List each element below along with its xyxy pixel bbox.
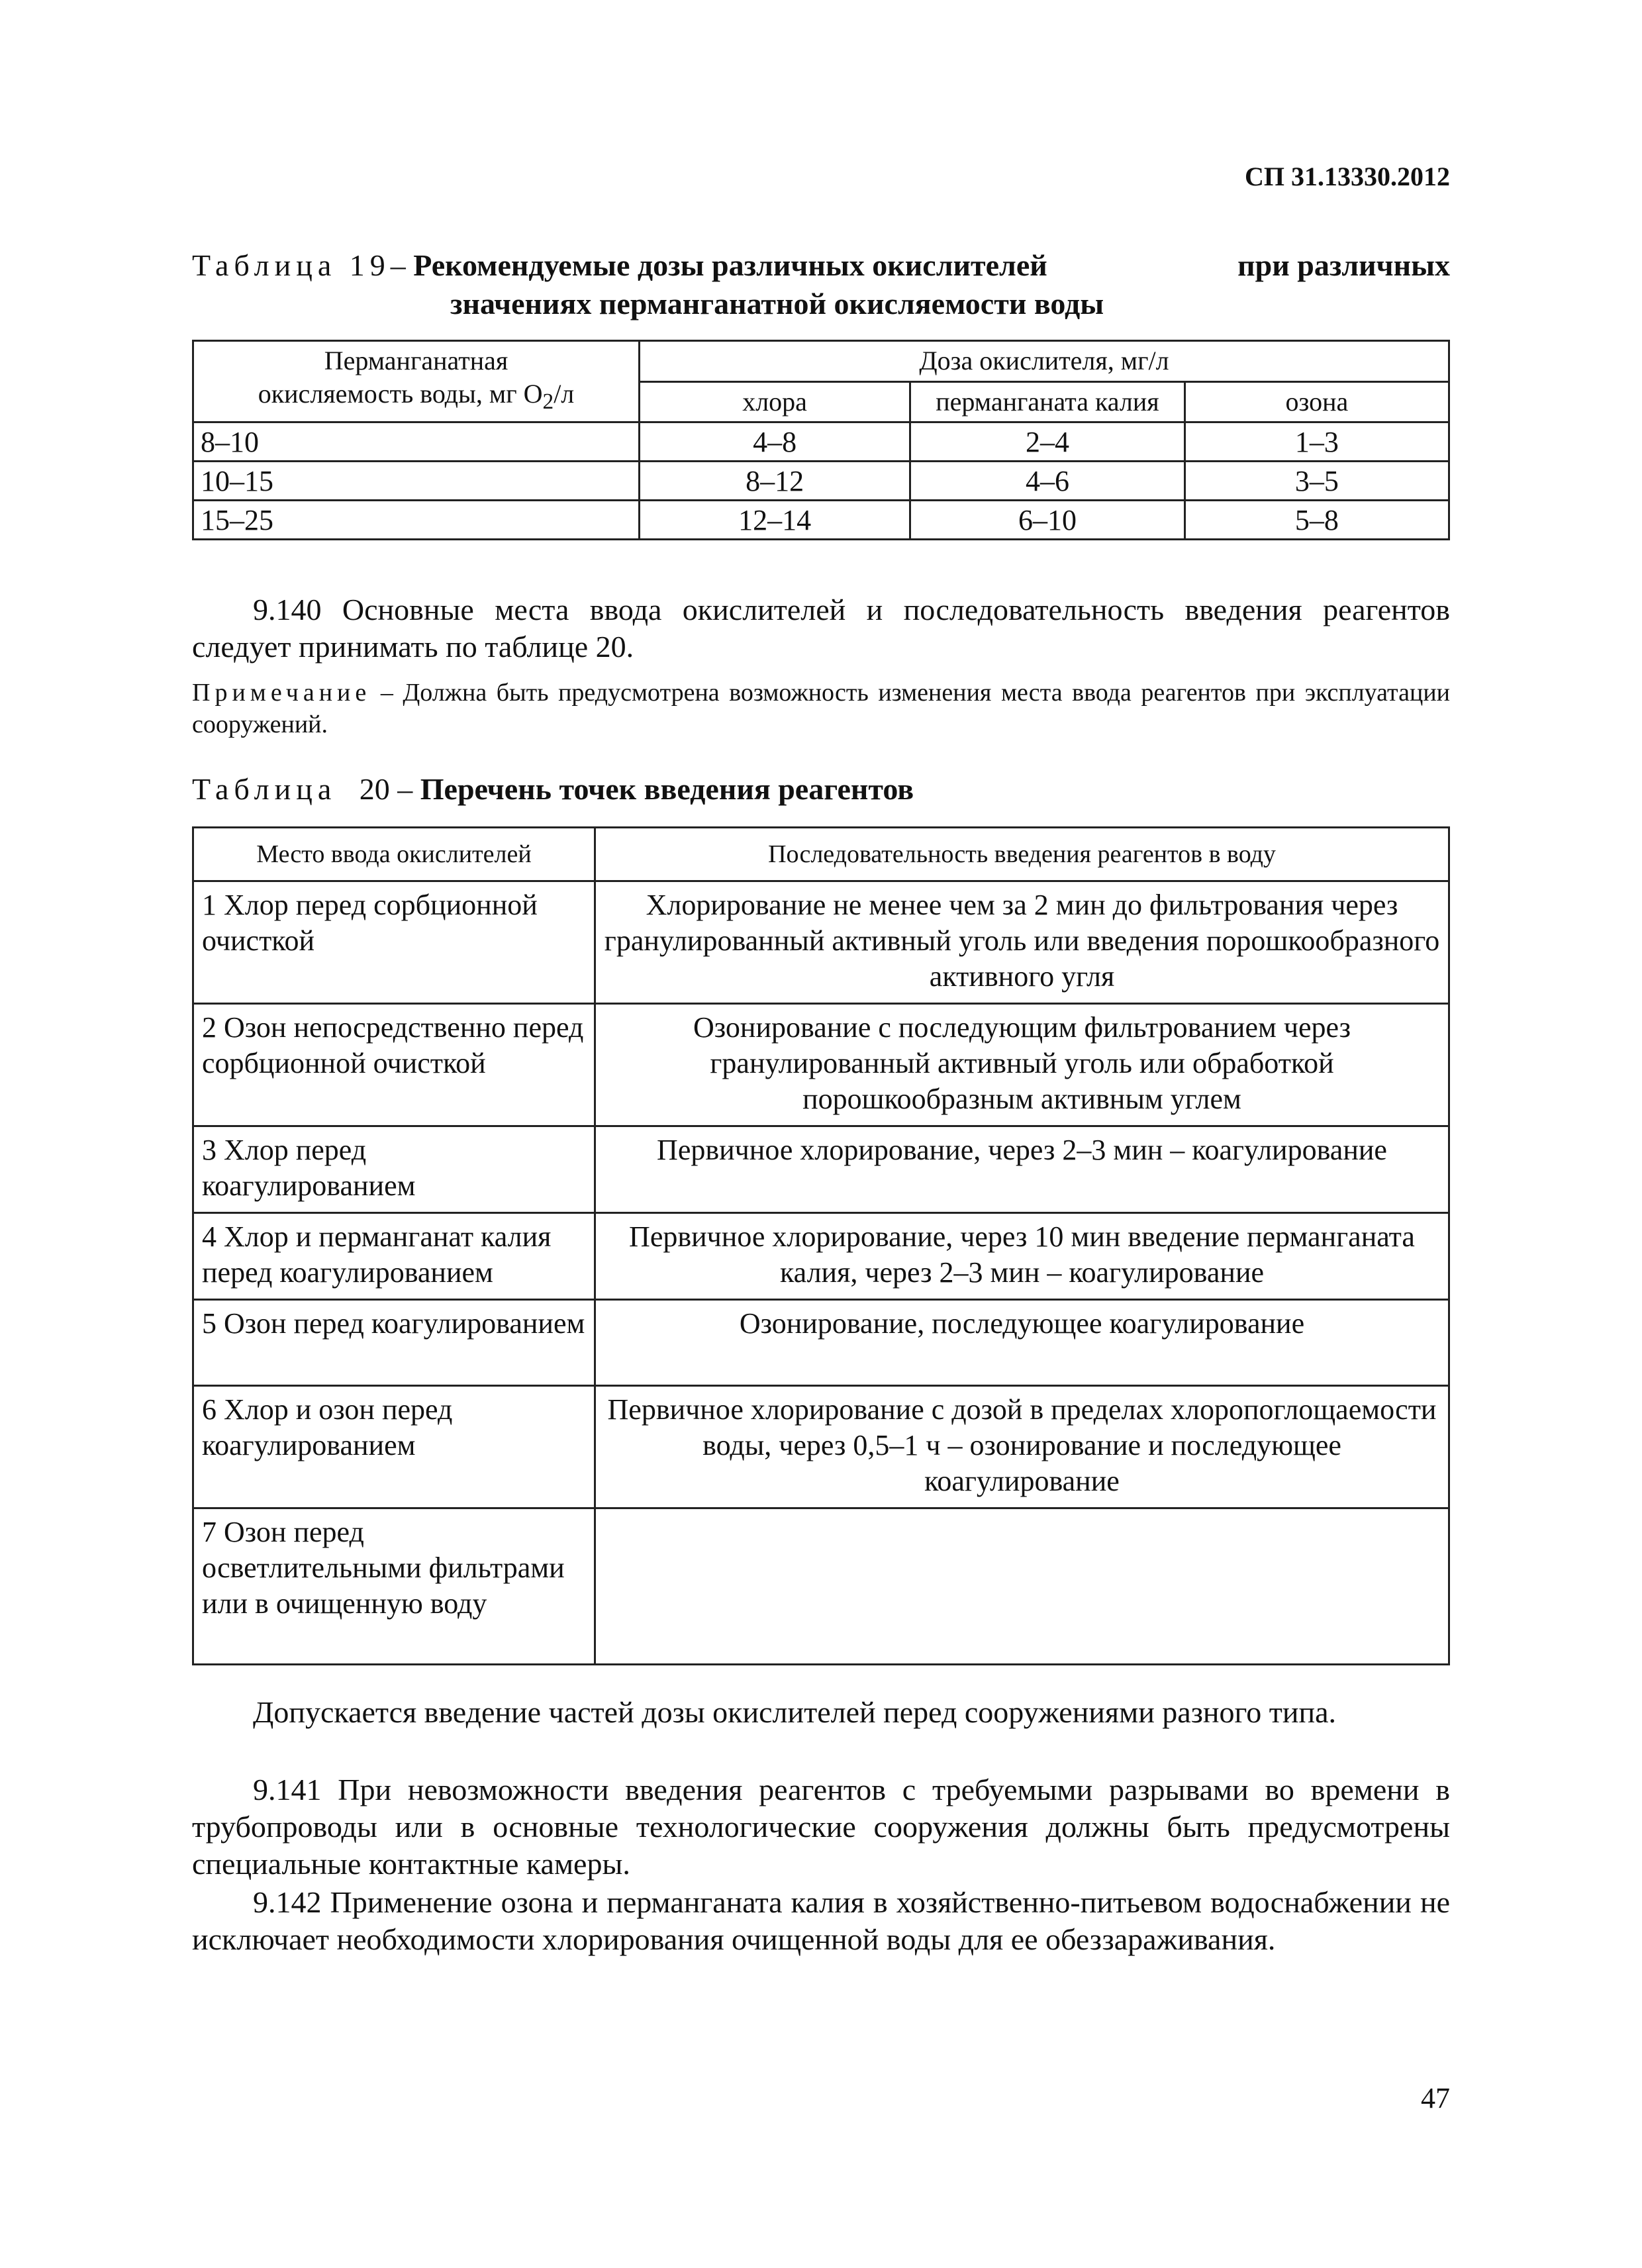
ozone-dose: 3–5 <box>1184 462 1449 501</box>
header-permanganate: перманганата калия <box>910 381 1185 422</box>
table20-caption-number: 20 <box>359 772 390 806</box>
reagent-place: 1 Хлор перед сорбционной очисткой <box>193 881 595 1004</box>
paragraph-9-140: 9.140 Основные места ввода окислителей и последовательность введения реагентов следует принимать по таблице 20. <box>192 593 1450 664</box>
reagent-sequence: Озонирование, последующее коагулирование <box>595 1300 1449 1386</box>
header-sequence: Последовательность введения реагентов в воду <box>595 828 1449 881</box>
ozone-dose: 5–8 <box>1184 501 1449 540</box>
reagent-sequence: Первичное хлорирование с дозой в пределах хлоропоглощаемости воды, через 0,5–1 ч – озонирование и последующее коагулирование <box>595 1386 1449 1508</box>
table-row <box>193 1213 1449 1300</box>
permanganate-dose: 6–10 <box>910 501 1185 540</box>
paragraph-9-142: 9.142 Применение озона и перманганата калия в хозяйственно-питьевом водоснабжении не исключает необходимости хлорирования очищенной воды для ее обеззараживания. <box>192 1885 1450 1956</box>
note-label: Примечание <box>192 679 371 707</box>
note <box>192 677 1450 740</box>
permanganate-dose: 4–6 <box>910 462 1185 501</box>
chlorine-dose: 12–14 <box>639 501 910 540</box>
table-row <box>193 1004 1449 1126</box>
table19-caption-title-part2: при различных <box>1237 248 1450 282</box>
paragraph-allow <box>192 1694 1450 1731</box>
note-text: – Должна быть предусмотрена возможность изменения места ввода реагентов при эксплуатации сооружений. <box>192 679 1451 738</box>
header-dose: Доза окислителя, мг/л <box>639 341 1449 382</box>
reagent-place: 3 Хлор перед коагулированием <box>193 1126 595 1213</box>
header-place: Место ввода окислителей <box>193 828 595 881</box>
paragraph-allow-text: Допускается введение частей дозы окислителей перед сооружениями разного типа. <box>253 1695 1336 1729</box>
table-row <box>193 1126 1449 1213</box>
header-oxidability-subscript: 2 <box>542 389 554 414</box>
table19-caption-title-part1: Рекомендуемые дозы различных окислителей <box>413 248 1047 282</box>
table-row <box>193 422 1449 462</box>
reagent-sequence: Первичное хлорирование, через 10 мин введение перманганата калия, через 2–3 мин – коагулирование <box>595 1213 1449 1300</box>
header-oxidability-unit: /л <box>554 379 575 409</box>
table-row <box>193 1300 1449 1386</box>
oxidability-range: 15–25 <box>193 501 640 540</box>
reagent-place: 2 Озон непосредственно перед сорбционной очисткой <box>193 1004 595 1126</box>
table19-caption-label: Таблица 19 <box>192 248 391 282</box>
table-row <box>193 1508 1449 1665</box>
chlorine-dose: 4–8 <box>639 422 910 462</box>
reagent-sequence <box>595 1508 1449 1665</box>
table20-caption-dash: – <box>397 772 413 806</box>
chlorine-dose: 8–12 <box>639 462 910 501</box>
header-ozone: озона <box>1184 381 1449 422</box>
permanganate-dose: 2–4 <box>910 422 1185 462</box>
table19 <box>192 340 1450 540</box>
page-number: 47 <box>1421 2082 1450 2114</box>
header-chlorine: хлора <box>639 381 910 422</box>
reagent-place: 5 Озон перед коагулированием <box>193 1300 595 1386</box>
table19-caption <box>192 246 1450 323</box>
table-row <box>193 881 1449 1004</box>
table19-caption-title-line2: значениях перманганатной окисляемости воды <box>450 287 1104 320</box>
table20 <box>192 826 1450 1665</box>
header-oxidability <box>193 341 640 422</box>
table20-caption <box>192 770 1450 809</box>
document-code: СП 31.13330.2012 <box>1245 162 1450 191</box>
reagent-sequence: Первичное хлорирование, через 2–3 мин – коагулирование <box>595 1126 1449 1213</box>
oxidability-range: 8–10 <box>193 422 640 462</box>
table-row <box>193 462 1449 501</box>
table19-caption-dash: – <box>390 248 406 282</box>
table-row <box>193 1386 1449 1508</box>
reagent-sequence: Озонирование с последующим фильтрованием через гранулированный активный уголь или обработкой порошкообразным активным углем <box>595 1004 1449 1126</box>
ozone-dose: 1–3 <box>1184 422 1449 462</box>
reagent-place: 7 Озон перед осветлительными фильтрами или в очищенную воду <box>193 1508 595 1665</box>
paragraph-9-141: 9.141 При невозможности введения реагентов с требуемыми разрывами во времени в трубопроводы или в основные технологические сооружения должны быть предусмотрены специальные контактные камеры. <box>192 1773 1450 1881</box>
oxidability-range: 10–15 <box>193 462 640 501</box>
table20-caption-label: Таблица <box>192 772 337 806</box>
table-row <box>193 501 1449 540</box>
reagent-place: 6 Хлор и озон перед коагулированием <box>193 1386 595 1508</box>
table20-caption-title: Перечень точек введения реагентов <box>420 772 914 806</box>
header-oxidability-line2: окисляемость воды, мг O <box>258 379 543 409</box>
reagent-place: 4 Хлор и перманганат калия перед коагулированием <box>193 1213 595 1300</box>
header-oxidability-line1: Перманганатная <box>324 346 508 375</box>
reagent-sequence: Хлорирование не менее чем за 2 мин до фильтрования через гранулированный активный уголь или введения порошкообразного активного угля <box>595 881 1449 1004</box>
